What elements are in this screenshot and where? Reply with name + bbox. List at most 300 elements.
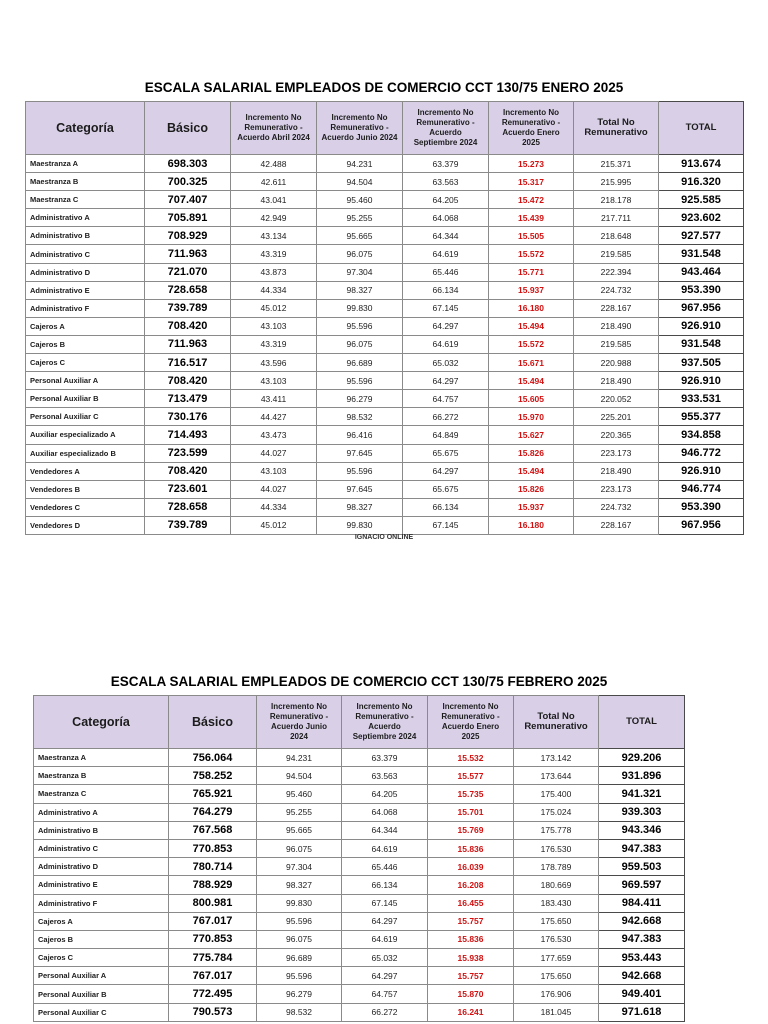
cell-inc-junio: 94.504 (317, 173, 403, 191)
cell-inc-sept: 64.757 (342, 985, 428, 1003)
table-row (34, 839, 685, 857)
cell-basico: 711.963 (145, 245, 231, 263)
cell-inc-junio: 96.689 (257, 949, 342, 967)
cell-categoria: Administrativo A (26, 209, 145, 227)
table-row (34, 1003, 685, 1021)
col-total: TOTAL (599, 696, 685, 749)
cell-categoria: Vendedores D (26, 516, 145, 534)
cell-inc-sept: 63.563 (342, 767, 428, 785)
table-row (26, 462, 744, 480)
cell-inc-sept: 64.619 (342, 930, 428, 948)
cell-inc-sept: 63.563 (403, 173, 489, 191)
cell-inc-enero: 16.039 (428, 858, 514, 876)
cell-total-nr: 224.732 (574, 498, 659, 516)
cell-inc-sept: 64.205 (403, 191, 489, 209)
cell-total-nr: 218.490 (574, 372, 659, 390)
cell-categoria: Maestranza C (34, 785, 169, 803)
cell-total: 953.390 (659, 281, 744, 299)
cell-inc-junio: 95.460 (257, 785, 342, 803)
cell-inc-junio: 96.075 (317, 335, 403, 353)
cell-basico: 705.891 (145, 209, 231, 227)
cell-inc-abril: 43.873 (231, 263, 317, 281)
cell-inc-sept: 64.297 (403, 372, 489, 390)
cell-total: 959.503 (599, 858, 685, 876)
cell-inc-enero: 15.757 (428, 967, 514, 985)
table-row (34, 876, 685, 894)
cell-inc-sept: 64.297 (403, 317, 489, 335)
cell-inc-sept: 64.297 (342, 912, 428, 930)
table-row (26, 191, 744, 209)
cell-categoria: Auxiliar especializado A (26, 426, 145, 444)
cell-inc-enero: 15.494 (489, 372, 574, 390)
cell-total: 942.668 (599, 912, 685, 930)
col-total-nr: Total No Remunerativo (514, 696, 599, 749)
cell-total: 926.910 (659, 317, 744, 335)
cell-total-nr: 219.585 (574, 245, 659, 263)
cell-total-nr: 224.732 (574, 281, 659, 299)
cell-total-nr: 181.045 (514, 1003, 599, 1021)
cell-basico: 788.929 (169, 876, 257, 894)
cell-categoria: Cajeros A (34, 912, 169, 930)
table1-body (26, 155, 744, 535)
cell-basico: 767.017 (169, 912, 257, 930)
col-inc-junio: Incremento No Remunerativo - Acuerdo Junio 2024 (257, 696, 342, 749)
cell-basico: 800.981 (169, 894, 257, 912)
cell-basico: 770.853 (169, 930, 257, 948)
cell-total-nr: 223.173 (574, 444, 659, 462)
cell-inc-enero: 15.826 (489, 480, 574, 498)
cell-total: 934.858 (659, 426, 744, 444)
cell-basico: 713.479 (145, 390, 231, 408)
cell-categoria: Maestranza A (34, 749, 169, 767)
cell-inc-sept: 65.446 (342, 858, 428, 876)
table2-title: ESCALA SALARIAL EMPLEADOS DE COMERCIO CCT 130/75 FEBRERO 2025 (110, 674, 608, 689)
cell-inc-sept: 66.272 (403, 408, 489, 426)
cell-total-nr: 219.585 (574, 335, 659, 353)
cell-total-nr: 222.394 (574, 263, 659, 281)
cell-inc-sept: 65.032 (403, 354, 489, 372)
cell-total-nr: 175.778 (514, 821, 599, 839)
cell-inc-sept: 65.675 (403, 480, 489, 498)
table-row (34, 949, 685, 967)
cell-inc-junio: 99.830 (317, 299, 403, 317)
cell-inc-junio: 98.327 (257, 876, 342, 894)
cell-categoria: Administrativo D (34, 858, 169, 876)
cell-basico: 708.929 (145, 227, 231, 245)
cell-inc-enero: 15.605 (489, 390, 574, 408)
cell-basico: 758.252 (169, 767, 257, 785)
cell-basico: 708.420 (145, 372, 231, 390)
cell-inc-sept: 64.297 (403, 462, 489, 480)
cell-total: 926.910 (659, 372, 744, 390)
cell-inc-junio: 99.830 (317, 516, 403, 534)
col-inc-junio: Incremento No Remunerativo - Acuerdo Junio 2024 (317, 102, 403, 155)
cell-inc-enero: 15.970 (489, 408, 574, 426)
cell-inc-abril: 43.319 (231, 335, 317, 353)
cell-categoria: Cajeros B (34, 930, 169, 948)
cell-inc-abril: 44.027 (231, 480, 317, 498)
cell-inc-enero: 15.735 (428, 785, 514, 803)
cell-basico: 700.325 (145, 173, 231, 191)
cell-basico: 714.493 (145, 426, 231, 444)
table1-title: ESCALA SALARIAL EMPLEADOS DE COMERCIO CCT 130/75 ENERO 2025 (144, 80, 624, 95)
cell-inc-sept: 66.134 (342, 876, 428, 894)
cell-total-nr: 178.789 (514, 858, 599, 876)
cell-inc-enero: 15.532 (428, 749, 514, 767)
cell-basico: 723.599 (145, 444, 231, 462)
cell-inc-sept: 63.379 (403, 155, 489, 173)
cell-inc-sept: 66.272 (342, 1003, 428, 1021)
cell-total-nr: 176.530 (514, 839, 599, 857)
cell-inc-abril: 43.041 (231, 191, 317, 209)
cell-basico: 711.963 (145, 335, 231, 353)
cell-total: 967.956 (659, 516, 744, 534)
cell-inc-junio: 97.304 (317, 263, 403, 281)
cell-inc-junio: 95.665 (317, 227, 403, 245)
col-basico: Básico (145, 102, 231, 155)
cell-total-nr: 228.167 (574, 299, 659, 317)
col-categoria: Categoría (26, 102, 145, 155)
cell-inc-junio: 98.327 (317, 281, 403, 299)
cell-inc-enero: 16.455 (428, 894, 514, 912)
cell-total-nr: 225.201 (574, 408, 659, 426)
cell-basico: 767.017 (169, 967, 257, 985)
cell-inc-abril: 43.596 (231, 354, 317, 372)
cell-total: 946.772 (659, 444, 744, 462)
cell-basico: 770.853 (169, 839, 257, 857)
cell-categoria: Auxiliar especializado B (26, 444, 145, 462)
salary-table-enero (25, 101, 744, 535)
table-row (34, 767, 685, 785)
cell-inc-junio: 95.665 (257, 821, 342, 839)
table-row (26, 317, 744, 335)
cell-total-nr: 217.711 (574, 209, 659, 227)
cell-inc-junio: 96.689 (317, 354, 403, 372)
cell-inc-sept: 64.068 (342, 803, 428, 821)
cell-inc-junio: 98.532 (317, 408, 403, 426)
cell-inc-junio: 94.231 (257, 749, 342, 767)
col-basico: Básico (169, 696, 257, 749)
cell-total: 933.531 (659, 390, 744, 408)
cell-total-nr: 218.648 (574, 227, 659, 245)
cell-total-nr: 220.988 (574, 354, 659, 372)
cell-total: 947.383 (599, 930, 685, 948)
cell-basico: 708.420 (145, 317, 231, 335)
cell-categoria: Administrativo F (34, 894, 169, 912)
cell-total: 923.602 (659, 209, 744, 227)
cell-categoria: Maestranza C (26, 191, 145, 209)
cell-total-nr: 220.052 (574, 390, 659, 408)
cell-categoria: Administrativo C (34, 839, 169, 857)
cell-basico: 765.921 (169, 785, 257, 803)
cell-inc-junio: 97.645 (317, 480, 403, 498)
table-row (26, 372, 744, 390)
cell-basico: 728.658 (145, 498, 231, 516)
cell-total-nr: 215.371 (574, 155, 659, 173)
cell-total-nr: 176.906 (514, 985, 599, 1003)
col-inc-enero: Incremento No Remunerativo - Acuerdo Enero 2025 (489, 102, 574, 155)
cell-inc-enero: 15.472 (489, 191, 574, 209)
cell-categoria: Cajeros C (34, 949, 169, 967)
cell-total-nr: 220.365 (574, 426, 659, 444)
cell-total: 947.383 (599, 839, 685, 857)
cell-inc-enero: 16.241 (428, 1003, 514, 1021)
cell-inc-sept: 66.134 (403, 281, 489, 299)
cell-categoria: Administrativo B (26, 227, 145, 245)
table-row (26, 245, 744, 263)
cell-basico: 772.495 (169, 985, 257, 1003)
cell-categoria: Personal Auxiliar B (34, 985, 169, 1003)
table-row (34, 912, 685, 930)
cell-inc-junio: 95.596 (317, 372, 403, 390)
cell-inc-junio: 99.830 (257, 894, 342, 912)
cell-categoria: Maestranza B (26, 173, 145, 191)
col-total: TOTAL (659, 102, 744, 155)
cell-total-nr: 173.142 (514, 749, 599, 767)
cell-total: 943.346 (599, 821, 685, 839)
cell-inc-junio: 95.596 (317, 317, 403, 335)
cell-total: 942.668 (599, 967, 685, 985)
cell-inc-abril: 44.427 (231, 408, 317, 426)
table-row (34, 858, 685, 876)
cell-inc-abril: 42.949 (231, 209, 317, 227)
table-row (26, 444, 744, 462)
cell-categoria: Administrativo F (26, 299, 145, 317)
cell-categoria: Personal Auxiliar C (34, 1003, 169, 1021)
cell-inc-junio: 96.279 (257, 985, 342, 1003)
cell-inc-enero: 15.769 (428, 821, 514, 839)
cell-total: 926.910 (659, 462, 744, 480)
cell-inc-enero: 15.826 (489, 444, 574, 462)
cell-inc-sept: 67.145 (403, 516, 489, 534)
cell-inc-sept: 64.068 (403, 209, 489, 227)
cell-inc-sept: 64.205 (342, 785, 428, 803)
cell-total: 943.464 (659, 263, 744, 281)
cell-categoria: Vendedores B (26, 480, 145, 498)
cell-basico: 756.064 (169, 749, 257, 767)
cell-categoria: Administrativo C (26, 245, 145, 263)
cell-inc-sept: 64.344 (403, 227, 489, 245)
cell-total: 931.548 (659, 335, 744, 353)
table-row (34, 930, 685, 948)
cell-inc-enero: 15.938 (428, 949, 514, 967)
cell-inc-enero: 15.577 (428, 767, 514, 785)
cell-basico: 739.789 (145, 516, 231, 534)
cell-basico: 708.420 (145, 462, 231, 480)
cell-inc-sept: 64.297 (342, 967, 428, 985)
cell-inc-sept: 63.379 (342, 749, 428, 767)
cell-basico: 723.601 (145, 480, 231, 498)
table-row (26, 281, 744, 299)
cell-inc-sept: 65.446 (403, 263, 489, 281)
table-row (34, 749, 685, 767)
cell-basico: 728.658 (145, 281, 231, 299)
cell-total: 931.548 (659, 245, 744, 263)
cell-basico: 716.517 (145, 354, 231, 372)
cell-inc-enero: 15.627 (489, 426, 574, 444)
cell-categoria: Cajeros C (26, 354, 145, 372)
cell-inc-sept: 64.344 (342, 821, 428, 839)
table-row (26, 354, 744, 372)
cell-categoria: Administrativo B (34, 821, 169, 839)
cell-total: 967.956 (659, 299, 744, 317)
cell-total-nr: 175.400 (514, 785, 599, 803)
cell-inc-junio: 95.596 (257, 912, 342, 930)
cell-basico: 764.279 (169, 803, 257, 821)
table-row (34, 985, 685, 1003)
cell-inc-junio: 95.255 (317, 209, 403, 227)
cell-total: 946.774 (659, 480, 744, 498)
cell-basico: 767.568 (169, 821, 257, 839)
cell-basico: 775.784 (169, 949, 257, 967)
header-row (34, 696, 685, 749)
cell-basico: 790.573 (169, 1003, 257, 1021)
cell-inc-enero: 15.757 (428, 912, 514, 930)
cell-total-nr: 218.178 (574, 191, 659, 209)
cell-inc-sept: 65.032 (342, 949, 428, 967)
cell-inc-junio: 95.596 (317, 462, 403, 480)
cell-categoria: Cajeros A (26, 317, 145, 335)
cell-inc-enero: 15.870 (428, 985, 514, 1003)
col-inc-enero: Incremento No Remunerativo - Acuerdo Enero 2025 (428, 696, 514, 749)
table-row (26, 426, 744, 444)
cell-total-nr: 215.995 (574, 173, 659, 191)
cell-total-nr: 180.669 (514, 876, 599, 894)
cell-inc-enero: 16.180 (489, 299, 574, 317)
cell-categoria: Maestranza B (34, 767, 169, 785)
cell-inc-junio: 95.596 (257, 967, 342, 985)
cell-inc-enero: 15.836 (428, 839, 514, 857)
table-row (34, 821, 685, 839)
table-row (26, 173, 744, 191)
cell-inc-abril: 42.611 (231, 173, 317, 191)
cell-inc-sept: 66.134 (403, 498, 489, 516)
cell-total: 937.505 (659, 354, 744, 372)
cell-inc-enero: 15.937 (489, 498, 574, 516)
cell-total: 941.321 (599, 785, 685, 803)
cell-total-nr: 177.659 (514, 949, 599, 967)
cell-total-nr: 176.530 (514, 930, 599, 948)
table-row (34, 967, 685, 985)
table-row (26, 516, 744, 534)
cell-inc-enero: 15.836 (428, 930, 514, 948)
cell-categoria: Personal Auxiliar C (26, 408, 145, 426)
cell-inc-abril: 43.319 (231, 245, 317, 263)
cell-total-nr: 183.430 (514, 894, 599, 912)
table-row (26, 263, 744, 281)
table-row (34, 894, 685, 912)
cell-inc-junio: 96.279 (317, 390, 403, 408)
cell-total: 953.443 (599, 949, 685, 967)
cell-total-nr: 223.173 (574, 480, 659, 498)
cell-inc-junio: 96.075 (257, 839, 342, 857)
cell-total: 984.411 (599, 894, 685, 912)
cell-basico: 721.070 (145, 263, 231, 281)
cell-categoria: Administrativo D (26, 263, 145, 281)
cell-inc-enero: 15.494 (489, 462, 574, 480)
cell-inc-enero: 15.937 (489, 281, 574, 299)
cell-inc-junio: 96.416 (317, 426, 403, 444)
cell-inc-enero: 15.273 (489, 155, 574, 173)
cell-inc-enero: 15.572 (489, 335, 574, 353)
col-inc-abril: Incremento No Remunerativo - Acuerdo Abril 2024 (231, 102, 317, 155)
cell-inc-junio: 97.645 (317, 444, 403, 462)
cell-total-nr: 218.490 (574, 317, 659, 335)
cell-categoria: Personal Auxiliar A (26, 372, 145, 390)
cell-inc-sept: 67.145 (342, 894, 428, 912)
cell-inc-abril: 42.488 (231, 155, 317, 173)
cell-inc-junio: 94.231 (317, 155, 403, 173)
col-total-nr: Total No Remunerativo (574, 102, 659, 155)
cell-inc-enero: 15.317 (489, 173, 574, 191)
cell-inc-abril: 45.012 (231, 516, 317, 534)
table2-body (34, 749, 685, 1022)
cell-inc-sept: 65.675 (403, 444, 489, 462)
table-row (26, 390, 744, 408)
cell-total: 916.320 (659, 173, 744, 191)
cell-categoria: Personal Auxiliar A (34, 967, 169, 985)
cell-inc-abril: 43.103 (231, 462, 317, 480)
cell-total-nr: 175.650 (514, 912, 599, 930)
table-row (26, 299, 744, 317)
cell-inc-sept: 64.849 (403, 426, 489, 444)
cell-total: 953.390 (659, 498, 744, 516)
cell-total: 929.206 (599, 749, 685, 767)
cell-inc-enero: 16.208 (428, 876, 514, 894)
col-inc-sept: Incremento No Remunerativo - Acuerdo Septiembre 2024 (403, 102, 489, 155)
cell-total-nr: 218.490 (574, 462, 659, 480)
cell-inc-abril: 43.134 (231, 227, 317, 245)
cell-inc-sept: 67.145 (403, 299, 489, 317)
cell-categoria: Administrativo A (34, 803, 169, 821)
table-row (26, 209, 744, 227)
cell-total: 925.585 (659, 191, 744, 209)
cell-total: 971.618 (599, 1003, 685, 1021)
cell-categoria: Vendedores C (26, 498, 145, 516)
cell-categoria: Maestranza A (26, 155, 145, 173)
cell-inc-sept: 64.757 (403, 390, 489, 408)
cell-inc-sept: 64.619 (403, 245, 489, 263)
cell-inc-abril: 43.103 (231, 372, 317, 390)
cell-total-nr: 173.644 (514, 767, 599, 785)
table-row (26, 155, 744, 173)
cell-total: 955.377 (659, 408, 744, 426)
cell-total-nr: 175.024 (514, 803, 599, 821)
cell-inc-junio: 96.075 (257, 930, 342, 948)
cell-inc-junio: 97.304 (257, 858, 342, 876)
cell-basico: 707.407 (145, 191, 231, 209)
table-row (34, 803, 685, 821)
cell-inc-sept: 64.619 (342, 839, 428, 857)
cell-inc-enero: 15.439 (489, 209, 574, 227)
cell-inc-junio: 95.255 (257, 803, 342, 821)
cell-inc-enero: 15.671 (489, 354, 574, 372)
cell-basico: 780.714 (169, 858, 257, 876)
cell-inc-junio: 96.075 (317, 245, 403, 263)
table-row (26, 408, 744, 426)
cell-inc-abril: 44.027 (231, 444, 317, 462)
cell-inc-junio: 95.460 (317, 191, 403, 209)
table-row (34, 785, 685, 803)
cell-basico: 730.176 (145, 408, 231, 426)
cell-inc-sept: 64.619 (403, 335, 489, 353)
header-row (26, 102, 744, 155)
cell-basico: 739.789 (145, 299, 231, 317)
cell-inc-enero: 15.505 (489, 227, 574, 245)
cell-categoria: Personal Auxiliar B (26, 390, 145, 408)
table-row (26, 498, 744, 516)
cell-total: 969.597 (599, 876, 685, 894)
